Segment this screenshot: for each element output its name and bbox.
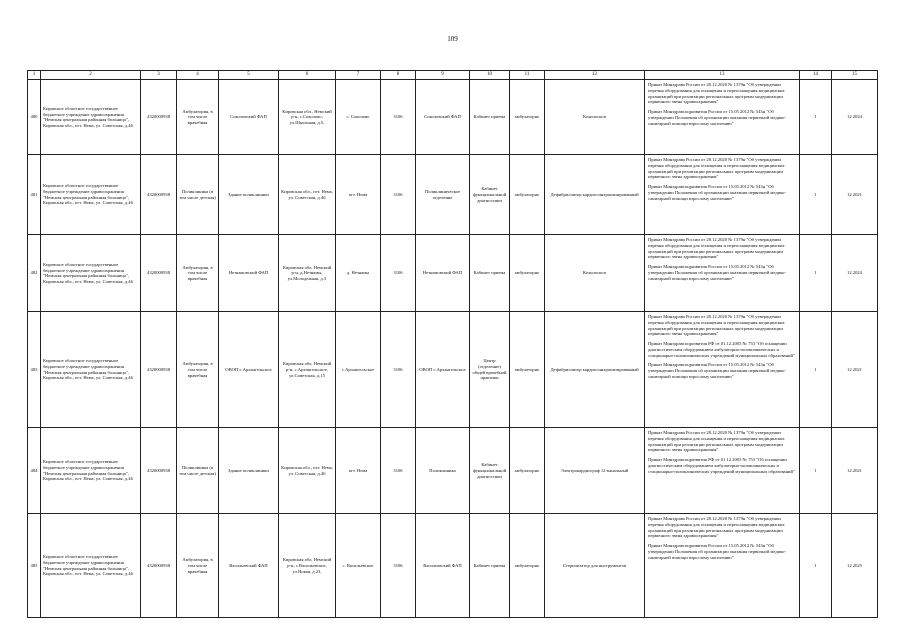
room-cell: Кабинет функциональной диагностики <box>470 155 510 235</box>
locality-cell: пгт. Нема <box>336 155 381 235</box>
legal-basis-text: Приказ Минздравсоцразвития России от 15.05.2012 № 543н "Об утверждении Положения об организации оказания первичной медико-санитарной помощи взрослому населению" <box>648 362 786 379</box>
row-number: 480 <box>28 80 41 155</box>
legal-basis-text: Приказ Минздравсоцразвития России от 15.05.2012 № 543н "Об утверждении Положения об организации оказания первичной медико-санитарной помощи взрослому населению" <box>648 184 786 201</box>
address-cell: Кировская обл, Немский р-н, с.Васильевское, ул.Новая, д.23, <box>279 514 336 618</box>
facility-type-cell: Амбулатория, в том числе врачебная <box>177 235 219 312</box>
legal-basis-cell <box>645 514 800 618</box>
division-cell: Поликлиническое отделение <box>416 155 470 235</box>
locality-cell: пгт. Нема <box>336 428 381 514</box>
legal-basis-text: Приказ Минздрава России от 28.12.2020 № 1379н "Об утверждении перечня оборудования для оснащения и переоснащения медицинских организаций при реализации региональных программ модернизации первичного звена здравоохранения" <box>648 430 785 453</box>
row-number: 484 <box>28 428 41 514</box>
column-number: 5 <box>219 71 279 80</box>
oktmo-cell: 3106 <box>381 155 416 235</box>
equipment-cell: Электрокардиограф 12-канальный <box>545 428 645 514</box>
equipment-cell: Стерилизатор для инструментов <box>545 514 645 618</box>
division-cell: Поликлиника <box>416 428 470 514</box>
table-row <box>28 312 878 428</box>
organization-cell: Кировское областное государственное бюджетное учреждение здравоохранения "Немская центральная районная больница", Кировская обл., пгт. Нема, ул. Советская, д.46 <box>41 80 141 155</box>
division-cell: Незнамовский ФАП <box>416 235 470 312</box>
room-cell: Кабинет приема <box>470 235 510 312</box>
legal-basis-text: Приказ Минздравсоцразвития РФ от 01.12.2005 № 753 "Об оснащении диагностическим оборудованием амбулаторно-поликлинических и стационарно-поликлинических учреждений муниципальных образований" <box>648 341 795 358</box>
locality-cell: с. Васильевское <box>336 514 381 618</box>
table-row <box>28 80 878 155</box>
row-number: 483 <box>28 312 41 428</box>
table-row <box>28 235 878 312</box>
address-cell: Кировская обл, Немский р-н, с.Архангельское, ул.Советская, д.15 <box>279 312 336 428</box>
column-number: 8 <box>381 71 416 80</box>
page-number: 109 <box>447 35 458 43</box>
date-cell: 12.2021 <box>832 428 878 514</box>
quantity-cell: 1 <box>800 80 832 155</box>
table-row <box>28 155 878 235</box>
address-cell: Кировская обл., пгт. Нема, ул. Советская, д.46 <box>279 155 336 235</box>
date-cell: 12.2021 <box>832 312 878 428</box>
code-cell: 4320000938 <box>141 514 177 618</box>
legal-basis-text: Приказ Минздрава России от 28.12.2020 № 1379н "Об утверждении перечня оборудования для оснащения и переоснащения медицинских организаций при реализации региональных программ модернизации первичного звена здравоохранения" <box>648 82 785 105</box>
column-number: 1 <box>28 71 41 80</box>
date-cell: 12.2021 <box>832 155 878 235</box>
locality-cell: д. Незнамы <box>336 235 381 312</box>
unit-cell: Соколовский ФАП <box>219 80 279 155</box>
room-cell: Кабинет приема <box>470 80 510 155</box>
division-cell: Соколовский ФАП <box>416 80 470 155</box>
date-cell: 12.2024 <box>832 235 878 312</box>
equipment-cell: Дефибриллятор кардиосинхронизированный <box>545 312 645 428</box>
column-number: 14 <box>800 71 832 80</box>
unit-cell: Незнамовский ФАП <box>219 235 279 312</box>
table-row <box>28 514 878 618</box>
code-cell: 4320000938 <box>141 155 177 235</box>
quantity-cell: 1 <box>800 155 832 235</box>
oktmo-cell: 3106 <box>381 80 416 155</box>
quantity-cell: 1 <box>800 514 832 618</box>
facility-type-cell: Амбулатория, в том числе врачебная <box>177 312 219 428</box>
legal-basis-text: Приказ Минздрава России от 28.12.2020 № 1379н "Об утверждении перечня оборудования для оснащения и переоснащения медицинских организаций при реализации региональных программ модернизации первичного звена здравоохранения" <box>648 516 785 539</box>
quantity-cell: 1 <box>800 428 832 514</box>
legal-basis-text: Приказ Минздрава России от 28.12.2020 № 1379н "Об утверждении перечня оборудования для оснащения и переоснащения медицинских организаций при реализации региональных программ модернизации первичного звена здравоохранения" <box>648 157 785 180</box>
equipment-cell: Кольпоскоп <box>545 80 645 155</box>
oktmo-cell: 3106 <box>381 428 416 514</box>
date-cell: 12.2024 <box>832 80 878 155</box>
column-number: 10 <box>470 71 510 80</box>
code-cell: 4320000938 <box>141 428 177 514</box>
unit-cell: Здание поликлиники <box>219 428 279 514</box>
care-form-cell: амбулаторно <box>510 80 545 155</box>
equipment-cell: Дефибриллятор кардиосинхронизированный <box>545 155 645 235</box>
row-number: 482 <box>28 235 41 312</box>
organization-cell: Кировское областное государственное бюджетное учреждение здравоохранения "Немская центральная районная больница", Кировская обл., пгт. Нема, ул. Советская, д.46 <box>41 428 141 514</box>
quantity-cell: 1 <box>800 312 832 428</box>
legal-basis-cell <box>645 235 800 312</box>
legal-basis-cell <box>645 312 800 428</box>
locality-cell: с. Соколово <box>336 80 381 155</box>
address-cell: Кировская обл., пгт. Нема, ул. Советская, д.46 <box>279 428 336 514</box>
column-number-row <box>28 71 878 80</box>
care-form-cell: амбулаторно <box>510 312 545 428</box>
legal-basis-text: Приказ Минздрава России от 28.12.2020 № 1379н "Об утверждении перечня оборудования для оснащения и переоснащения медицинских организаций при реализации региональных программ модернизации первичного звена здравоохранения" <box>648 314 785 337</box>
column-number: 4 <box>177 71 219 80</box>
legal-basis-text: Приказ Минздравсоцразвития России от 15.05.2012 № 543н "Об утверждении Положения об организации оказания первичной медико-санитарной помощи взрослому населению" <box>648 543 786 560</box>
organization-cell: Кировское областное государственное бюджетное учреждение здравоохранения "Немская центральная районная больница", Кировская обл., пгт. Нема, ул. Советская, д.46 <box>41 514 141 618</box>
organization-cell: Кировское областное государственное бюджетное учреждение здравоохранения "Немская центральная районная больница", Кировская обл., пгт. Нема, ул. Советская, д.46 <box>41 155 141 235</box>
division-cell: Васильевский ФАП <box>416 514 470 618</box>
column-number: 2 <box>41 71 141 80</box>
organization-cell: Кировское областное государственное бюджетное учреждение здравоохранения "Немская центральная районная больница", Кировская обл., пгт. Нема, ул. Советская, д.46 <box>41 312 141 428</box>
column-number: 15 <box>832 71 878 80</box>
column-number: 11 <box>510 71 545 80</box>
column-number: 9 <box>416 71 470 80</box>
legal-basis-text: Приказ Минздравсоцразвития России от 15.05.2012 № 543н "Об утверждении Положения об организации оказания первичной медико-санитарной помощи взрослому населению" <box>648 109 786 126</box>
oktmo-cell: 3106 <box>381 235 416 312</box>
room-cell: Центр (отделение) общей врачебной практики <box>470 312 510 428</box>
organization-cell: Кировское областное государственное бюджетное учреждение здравоохранения "Немская центральная районная больница", Кировская обл., пгт. Нема, ул. Советская, д.46 <box>41 235 141 312</box>
locality-cell: с.Архангельское <box>336 312 381 428</box>
room-cell: Кабинет приема <box>470 514 510 618</box>
care-form-cell: амбулаторно <box>510 235 545 312</box>
code-cell: 4320000938 <box>141 312 177 428</box>
column-number: 13 <box>645 71 800 80</box>
care-form-cell: амбулаторно <box>510 428 545 514</box>
oktmo-cell: 3106 <box>381 514 416 618</box>
legal-basis-cell <box>645 155 800 235</box>
legal-basis-text: Приказ Минздравсоцразвития РФ от 01.12.2005 № 753 "Об оснащении диагностическим оборудованием амбулаторно-поликлинических и стационарно-поликлинических учреждений муниципальных образований" <box>648 457 795 474</box>
code-cell: 4320000938 <box>141 80 177 155</box>
quantity-cell: 1 <box>800 235 832 312</box>
equipment-register-table <box>27 70 878 618</box>
equipment-cell: Кольпоскоп <box>545 235 645 312</box>
legal-basis-text: Приказ Минздрава России от 28.12.2020 № 1379н "Об утверждении перечня оборудования для оснащения и переоснащения медицинских организаций при реализации региональных программ модернизации первичного звена здравоохранения" <box>648 237 785 260</box>
unit-cell: Васильевский ФАП <box>219 514 279 618</box>
code-cell: 4320000938 <box>141 235 177 312</box>
division-cell: ОВОП с.Архангельское <box>416 312 470 428</box>
facility-type-cell: Амбулатория, в том числе врачебная <box>177 514 219 618</box>
facility-type-cell: Поликлиника (в том числе детская) <box>177 155 219 235</box>
date-cell: 12.2025 <box>832 514 878 618</box>
row-number: 481 <box>28 155 41 235</box>
address-cell: Кировская обл, Немский р-н, д.Незнамы, ул.Молодежная, д.3 <box>279 235 336 312</box>
table-row <box>28 428 878 514</box>
column-number: 7 <box>336 71 381 80</box>
oktmo-cell: 3106 <box>381 312 416 428</box>
column-number: 12 <box>545 71 645 80</box>
care-form-cell: амбулаторно <box>510 514 545 618</box>
facility-type-cell: Амбулатория, в том числе врачебная <box>177 80 219 155</box>
row-number: 485 <box>28 514 41 618</box>
legal-basis-text: Приказ Минздравсоцразвития России от 15.05.2012 № 543н "Об утверждении Положения об организации оказания первичной медико-санитарной помощи взрослому населению" <box>648 264 786 281</box>
address-cell: Кировская обл., Немский р-н, с.Соколово, ул.Школьная, д.5, <box>279 80 336 155</box>
legal-basis-cell <box>645 80 800 155</box>
care-form-cell: амбулаторно <box>510 155 545 235</box>
column-number: 6 <box>279 71 336 80</box>
facility-type-cell: Поликлиника (в том числе детская) <box>177 428 219 514</box>
room-cell: Кабинет функциональной диагностики <box>470 428 510 514</box>
legal-basis-cell <box>645 428 800 514</box>
unit-cell: ОВОП с.Архангельское <box>219 312 279 428</box>
unit-cell: Здание поликлиники <box>219 155 279 235</box>
column-number: 3 <box>141 71 177 80</box>
